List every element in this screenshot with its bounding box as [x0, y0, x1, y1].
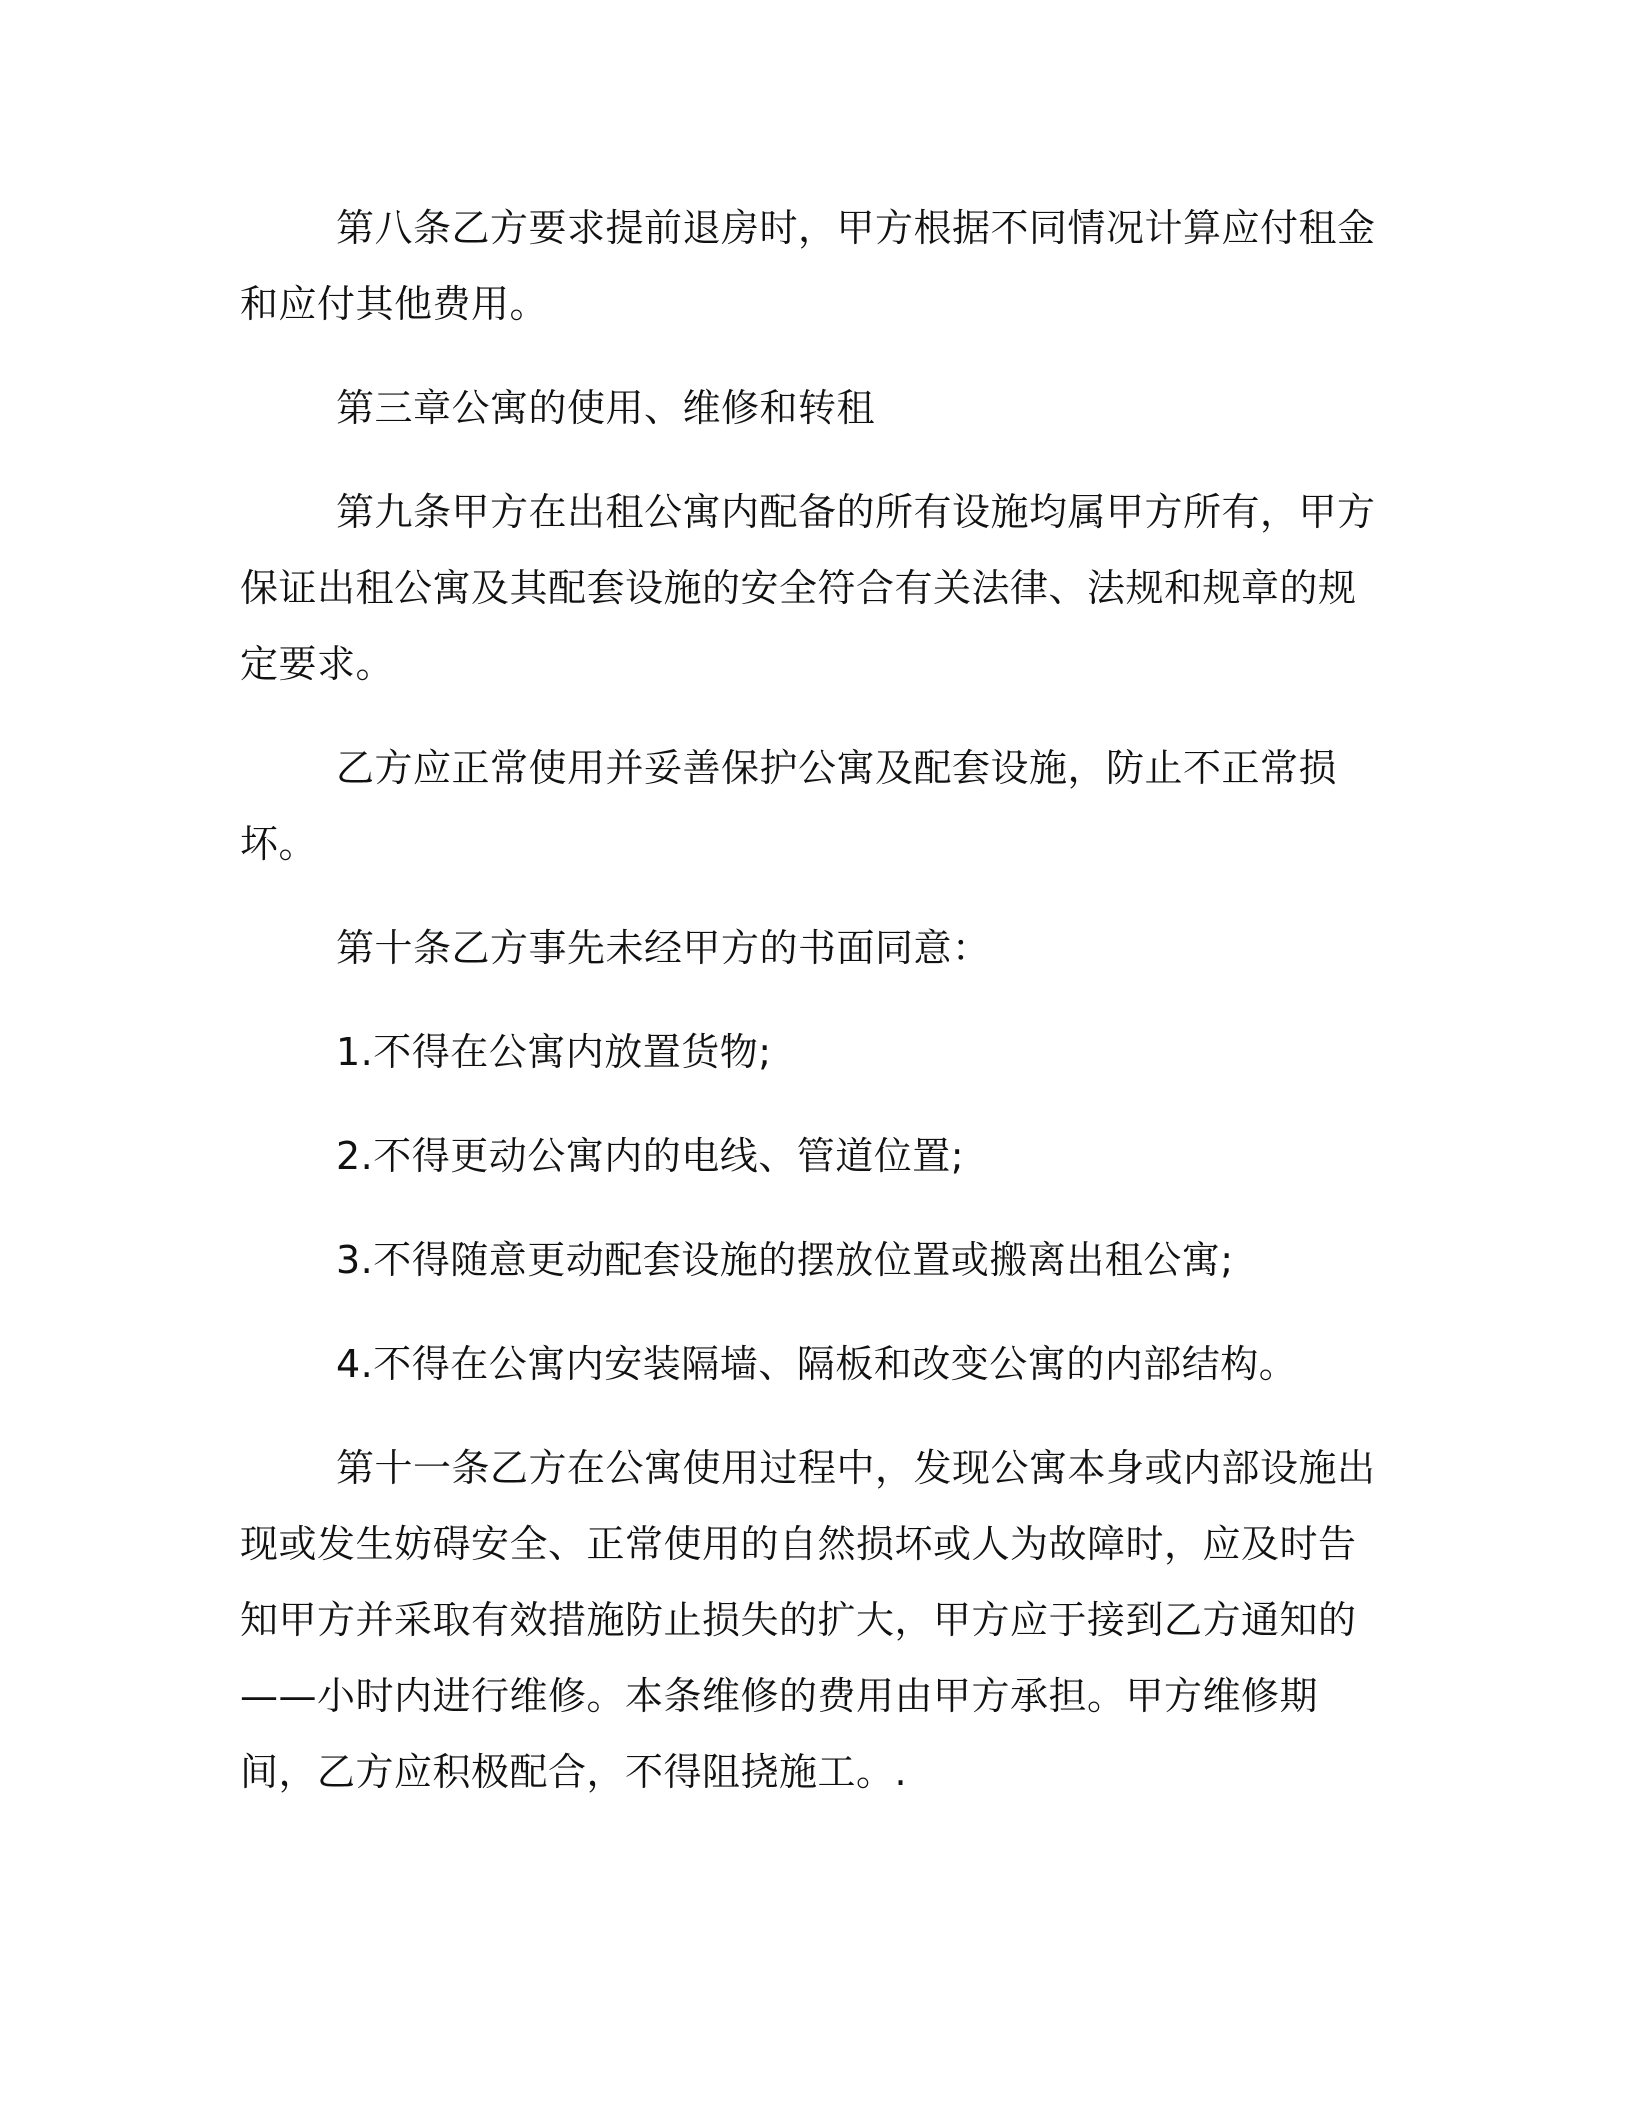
document-body: [240, 190, 1390, 1838]
paragraph-article-8: 第八条乙方要求提前退房时，甲方根据不同情况计算应付租金和应付其他费用。: [240, 206, 1376, 326]
chapter-3-heading: 第三章公寓的使用、维修和转租: [336, 386, 876, 430]
list-item-2: 2.不得更动公寓内的电线、管道位置;: [336, 1134, 965, 1178]
list-item-3: 3.不得随意更动配套设施的摆放位置或搬离出租公寓;: [336, 1238, 1234, 1282]
paragraph-article-11: 第十一条乙方在公寓使用过程中，发现公寓本身或内部设施出现或发生妨碍安全、正常使用的自然损坏或人为故障时，应及时告知甲方并采取有效措施防止损失的扩大，甲方应于接到乙方通知的——小时内进行维修。本条维修的费用由甲方承担。甲方维修期间，乙方应积极配合，不得阻挠施工。.: [240, 1446, 1376, 1794]
list-item-1: 1.不得在公寓内放置货物;: [336, 1030, 772, 1074]
paragraph-article-9-tenant-duty: 乙方应正常使用并妥善保护公寓及配套设施，防止不正常损坏。: [240, 746, 1338, 866]
list-item-4: 4.不得在公寓内安装隔墙、隔板和改变公寓的内部结构。: [336, 1342, 1298, 1386]
paragraph-article-9: 第九条甲方在出租公寓内配备的所有设施均属甲方所有，甲方保证出租公寓及其配套设施的安全符合有关法律、法规和规章的规定要求。: [240, 490, 1376, 686]
paragraph-article-10: 第十条乙方事先未经甲方的书面同意：: [336, 926, 991, 970]
